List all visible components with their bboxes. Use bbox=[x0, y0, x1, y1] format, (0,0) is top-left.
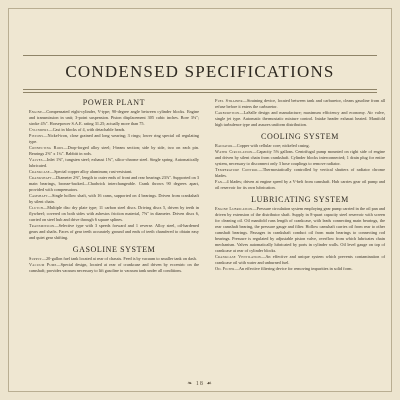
spec-text: —Copper with cellular core; nickeled casing. bbox=[232, 143, 310, 148]
spec-label: Water Circulation bbox=[215, 149, 253, 154]
spec-text: —Compensated eight-cylinder, V-type; 90-degree angle between cylinder blocks. Engine and transmission in unit; 3-point suspension. Piston displacement 305 cubic inches. Bore 3⅛"; stroke 4⅞". Horsepower S.A.E. rating 31.25; actually more than 75. bbox=[29, 109, 199, 126]
spec-label: Supply bbox=[29, 256, 42, 261]
top-rule bbox=[23, 55, 377, 56]
lubricating-system-list bbox=[215, 206, 385, 272]
fuel-list bbox=[215, 98, 385, 128]
spec-text: —4 blades; driven at engine speed by a V-belt from camshaft. Hub carries gear oil pump and oil reservoir for its own lubrication. bbox=[215, 179, 385, 190]
spec-item bbox=[215, 254, 385, 266]
spec-text: —Nickel-iron, close grained and long wearing; 3 rings; lower ring special oil regulating type. bbox=[29, 133, 199, 144]
spec-label: Temperature Control bbox=[215, 167, 259, 172]
spec-item bbox=[29, 109, 199, 127]
spec-item bbox=[215, 167, 385, 179]
spec-item bbox=[215, 110, 385, 128]
spec-item bbox=[29, 223, 199, 241]
spec-item bbox=[215, 179, 385, 191]
page-number bbox=[9, 380, 391, 387]
spec-label: Pistons bbox=[29, 133, 44, 138]
section-heading-power-plant: POWER PLANT bbox=[82, 98, 146, 107]
spec-text: —An effective filtering device for removing impurities in solid form. bbox=[234, 266, 353, 271]
power-plant-list bbox=[29, 109, 199, 241]
spec-text: —Multiple disc dry plate type; 11 carbon steel discs. Driving discs 5, driven by teeth in flywheel; covered on both sides with asbestos friction material, 7⅝" in diameter. Driven discs 6, carried on steel hub and drive through 6 square splines. bbox=[29, 205, 199, 222]
spec-text: —20-gallon fuel tank located at rear of chassis. Feed is by vacuum to smaller tank on dash. bbox=[41, 256, 197, 261]
spec-text: —Special design, located at rear of crankcase and driven by eccentric on the camshaft; provides vacuum necessary to lift gasoline to vacuum tank under all conditions. bbox=[29, 262, 199, 273]
spec-item bbox=[215, 149, 385, 167]
spec-item bbox=[215, 266, 385, 272]
ornament-left: ❧ bbox=[187, 381, 196, 387]
spec-text: —Pressure circulation system employing gear pump carried in the oil pan and driven by extension of the distributor shaft. Supply in 8-quart capacity steel reservoir with screen for cleaning oil. Oil manifold runs length of crankcase, with leads connecting main bearings, the rear camshaft bearing, the pressure gauge and filter. Hollow camshaft carries oil from rear to other camshaft bearings. Passages in crankshaft conduct oil from main bearings to connecting rod bearings. Pressure is regulated by adjustable piston valve, overflow from which lubricates chain mechanism. Valves automatically lubricated by ports in cylinder walls. Oil level gauge on top of crankcase at rear of cylinder blocks. bbox=[215, 206, 386, 253]
spec-item bbox=[29, 205, 199, 223]
spec-label: Valves bbox=[29, 157, 43, 162]
spec-item bbox=[29, 262, 199, 274]
spec-text: —LaSalle design and manufacture; maximum efficiency and economy. Air valve, single jet type. Automatic thermostatic mixture control. Intake header exhaust heated. Manifold high turbulence type and assures uniform distribution. bbox=[215, 110, 385, 127]
spec-item bbox=[215, 206, 385, 254]
spec-label: Engine bbox=[29, 109, 43, 114]
spec-label: Vacuum Pump bbox=[29, 262, 57, 267]
spec-text: —Drop-forged alloy steel; I-beam section; side by side, two on each pin. Bearings 2⅝" x 1¾". Babbitt in rods. bbox=[29, 145, 200, 156]
spec-item bbox=[215, 98, 385, 110]
spec-label: Crankcase bbox=[29, 169, 50, 174]
spec-text: —Selective type with 3 speeds forward and 1 reverse. Alloy steel, oil-hardened gears and shafts. Faces of gear teeth accurately ground and ends of teeth chamfered to obtain easy and quiet gear shifting. bbox=[29, 223, 199, 240]
right-column bbox=[215, 98, 385, 272]
title-rule-lower bbox=[23, 92, 377, 93]
spec-item bbox=[29, 193, 199, 205]
spec-text: —An effective and unique system which prevents contamination of crankcase oil with water and unburned fuel. bbox=[215, 254, 385, 265]
spec-text: —Inlet 1⅝", tungsten steel; exhaust 1⅝", silico-chrome steel. Single spring. Automatically lubricated. bbox=[29, 157, 199, 168]
cooling-system-list bbox=[215, 143, 385, 191]
section-heading-lubricating-system: LUBRICATING SYSTEM bbox=[251, 195, 349, 204]
spec-label: Crankshaft bbox=[29, 175, 52, 180]
spec-text: —Thermostatically controlled by vertical shutters of radiator chrome blades. bbox=[215, 167, 385, 178]
spec-page bbox=[8, 8, 392, 392]
gasoline-system-list bbox=[29, 256, 199, 274]
spec-item bbox=[29, 157, 199, 169]
spec-label: Transmission bbox=[29, 223, 55, 228]
spec-label: Camshaft bbox=[29, 193, 48, 198]
spec-text: —Cast in blocks of 4, with detachable heads. bbox=[48, 127, 126, 132]
page-title: CONDENSED SPECIFICATIONS bbox=[65, 62, 335, 81]
spec-text: —Single hollow shaft, with 16 cams, supported on 4 bearings. Driven from crankshaft by silent chain. bbox=[29, 193, 199, 204]
spec-label: Engine Lubrication bbox=[215, 206, 253, 211]
spec-label: Fuel Strainer bbox=[215, 98, 243, 103]
spec-label: Cylinders bbox=[29, 127, 49, 132]
spec-label: Clutch bbox=[29, 205, 44, 210]
spec-item bbox=[29, 175, 199, 193]
spec-item bbox=[29, 133, 199, 145]
spec-text: —Straining device, located between tank and carburetor, cleans gasoline from all refuse before it enters the carburetor. bbox=[215, 98, 385, 109]
spec-label: Fan bbox=[215, 179, 223, 184]
section-heading-gasoline-system: GASOLINE SYSTEM bbox=[72, 245, 156, 254]
spec-label: Crankcase Ventilation bbox=[215, 254, 262, 259]
section-heading-cooling-system: COOLING SYSTEM bbox=[261, 132, 339, 141]
spec-text: —Special copper alloy aluminum; rust-resistant. bbox=[49, 169, 133, 174]
ornament-right: ☙ bbox=[203, 381, 213, 387]
page-number-value: 18 bbox=[195, 381, 204, 387]
spec-text: —Capacity 5⅛ gallons. Centrifugal pump mounted on right side of engine and driven by silent chain from crankshaft. Cylinder blocks interconnected; 1 drain plug for entire system, necessary to disconnect only 3 hose couplings to remove radiator. bbox=[215, 149, 385, 166]
title-rule-upper bbox=[23, 89, 377, 90]
spec-label: Connecting Rods bbox=[29, 145, 64, 150]
spec-label: Carburetion bbox=[215, 110, 240, 115]
spec-label: Radiator bbox=[215, 143, 233, 148]
spec-text: —Diameter 2⅜", length to outer ends of front and rear bearings 23⅞". Supported on 3 main bearings, bronze-backed—Chadwick interchangeable. Crank throws 90 degrees apart, provided with compensators. bbox=[29, 175, 199, 192]
spec-label: Oil Filter bbox=[215, 266, 235, 271]
spec-item bbox=[29, 145, 199, 157]
left-column bbox=[29, 98, 199, 274]
